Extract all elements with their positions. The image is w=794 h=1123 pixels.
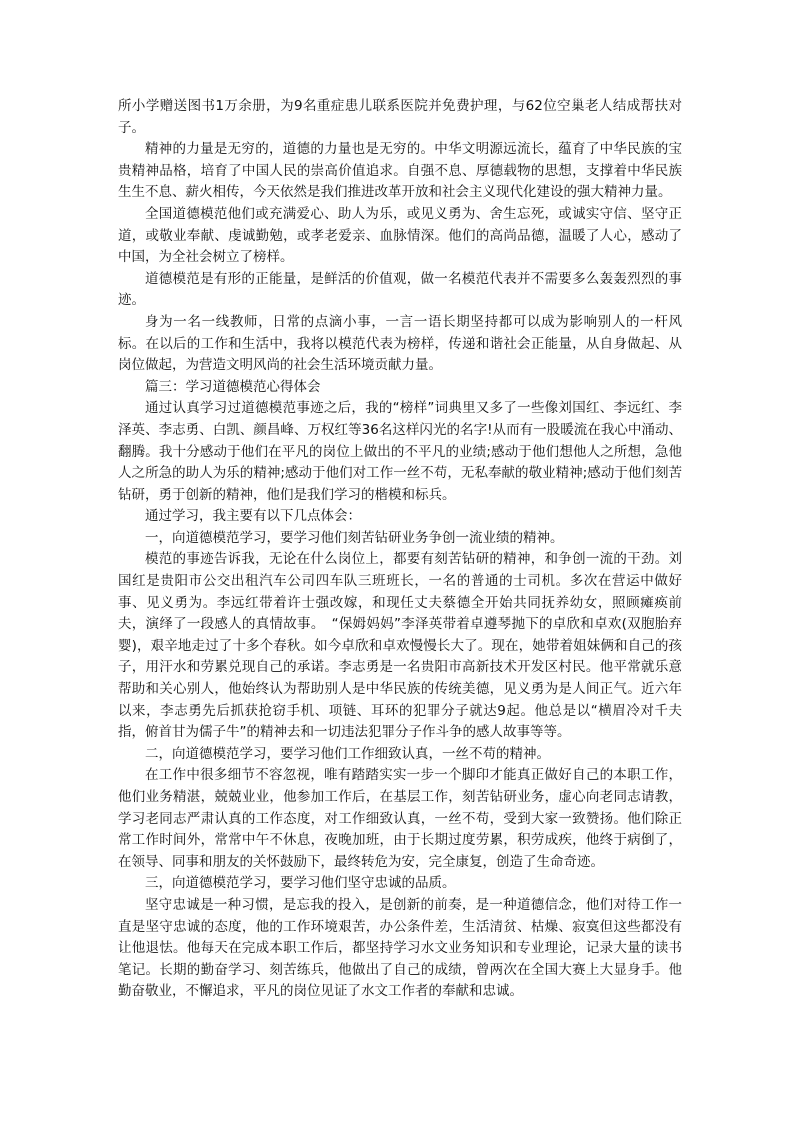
point-three-heading: 三，向道德模范学习，要学习他们坚守忠诚的品质。 <box>145 875 456 892</box>
point-two-heading: 二，向道德模范学习，要学习他们工作细致认真，一丝不苟的精神。 <box>145 745 550 762</box>
section-heading-part-three: 篇三：学习道德模范心得体会 <box>145 378 321 395</box>
document-body <box>118 96 682 1003</box>
paragraph-takeaways-intro: 通过学习，我主要有以下几点体会： <box>145 508 361 525</box>
point-two-body: 在工作中很多细节不容忽视，唯有踏踏实实一步一个脚印才能真正做好自己的本职工作，他们业务精湛，兢兢业业，他参加工作后，在基层工作，刻苦钻研业务，虚心向老同志请教，学习老同志严肃认真的工作态度，对工作细致认真，一丝不苟，受到大家一致赞扬。他们除正常工作时间外，常常中午不休息，夜晚加班，由于长期过度劳累，积劳成疾，他终于病倒了，在领导、同事和朋友的关怀鼓励下，最终转危为安，完全康复，创造了生命奇迹。 <box>118 767 682 870</box>
paragraph-continuation: 所小学赠送图书1万余册，为9名重症患儿联系医院并免费护理，与62位空巢老人结成帮扶对子。 <box>118 98 682 136</box>
point-one-body: 模范的事迹告诉我，无论在什么岗位上，都要有刻苦钻研的精神，和争创一流的干劲。刘国红是贵阳市公交出租汽车公司四车队三班班长，一名的普通的士司机。多次在营运中做好事、见义勇为。李远红带着许士强改嫁，和现任丈夫蔡德全开始共同抚养幼女，照顾瘫痪前夫，演绎了一段感人的真情故事。 “保姆妈妈”李泽英带着卓遵琴抛下的卓欣和卓欢(双胞胎弃婴)，艰辛地走过了十多个春秋。如今卓欣和卓欢慢慢长大了。现在，她带着姐妹俩和自己的孩子，用汗水和劳累兑现自己的承诺。李志勇是一名贵阳市高新技术开发区村民。他平常就乐意帮助和关心别人，他始终认为帮助别人是中华民族的传统美德，见义勇为是人间正气。近六年以来，李志勇先后抓获抢窃手机、项链、耳环的犯罪分子就达9起。他总是以“横眉冷对千夫指，俯首甘为儒子牛”的精神去和一切违法犯罪分子作斗争的感人故事等等。 <box>118 551 682 741</box>
paragraph-moral-models: 全国道德模范他们或充满爱心、助人为乐，或见义勇为、舍生忘死，或诚实守信、坚守正道，或敬业奉献、虔诚勤勉，或孝老爱亲、血脉情深。他们的高尚品德，温暖了人心，感动了中国，为全社会树立了榜样。 <box>118 205 682 266</box>
paragraph-teacher: 身为一名一线教师，日常的点滴小事，一言一语长期坚持都可以成为影响别人的一杆风标。在以后的工作和生活中，我将以模范代表为榜样，传递和谐社会正能量，从自身做起、从岗位做起，为营造文明风尚的社会生活环境贡献力量。 <box>118 313 682 374</box>
point-one-heading: 一，向道德模范学习，要学习他们刻苦钻研业务争创一流业绩的精神。 <box>145 529 564 546</box>
paragraph-spirit-power: 精神的力量是无穷的，道德的力量也是无穷的。中华文明源远流长，蕴育了中华民族的宝贵精神品格，培育了中国人民的崇高价值追求。自强不息、厚德载物的思想，支撑着中华民族生生不息、薪火相传，今天依然是我们推进改革开放和社会主义现代化建设的强大精神力量。 <box>118 141 682 201</box>
paragraph-role-models: 通过认真学习过道德模范事迹之后，我的“榜样”词典里又多了一些像刘国红、李远红、李泽英、李志勇、白凯、颜昌峰、万权红等36名这样闪光的名字!从而有一股暖流在我心中涌动、翻腾。我十分感动于他们在平凡的岗位上做出的不平凡的业绩;感动于他们想他人之所想，急他人之所急的助人为乐的精神;感动于他们对工作一丝不苟，无私奉献的敬业精神;感动于他们刻苦钻研，勇于创新的精神，他们是我们学习的楷模和标兵。 <box>118 400 682 503</box>
point-three-body: 坚守忠诚是一种习惯，是忘我的投入，是创新的前奏，是一种道德信念，他们对待工作一直是坚守忠诚的态度，他的工作环境艰苦，办公条件差，生活清贫、枯燥、寂寞但这些都没有让他退怯。他每天在完成本职工作后，都坚持学习水文业务知识和专业理论，记录大量的读书笔记。长期的勤奋学习、刻苦练兵，他做出了自己的成绩，曾两次在全国大赛上大显身手。他勤奋敬业，不懈追求，平凡的岗位见证了水文工作者的奉献和忠诚。 <box>118 896 682 1000</box>
paragraph-positive-energy: 道德模范是有形的正能量，是鲜活的价值观，做一名模范代表并不需要多么轰轰烈烈的事迹。 <box>118 270 682 309</box>
